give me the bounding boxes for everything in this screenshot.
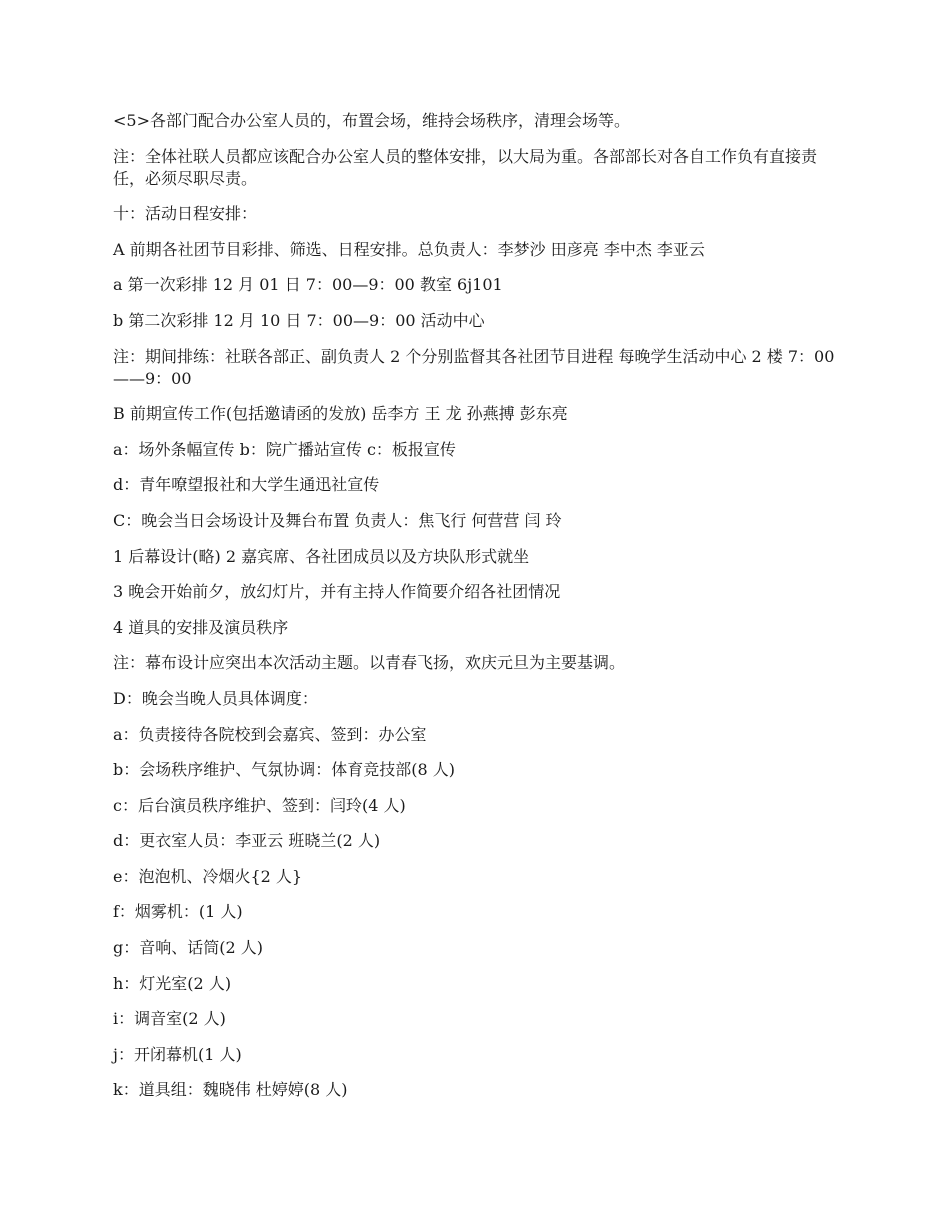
paragraph-2: 注：全体社联人员都应该配合办公室人员的整体安排，以大局为重。各部部长对各自工作负有直接责任，必须尽职尽责。 [113, 146, 818, 188]
paragraph-26: j：开闭幕机(1 人) [113, 1044, 242, 1064]
paragraph-8: B 前期宣传工作(包括邀请函的发放) 岳李方 王 龙 孙燕搏 彭东亮 [113, 404, 568, 424]
paragraph-23: g：音响、话筒(2 人) [113, 938, 263, 958]
document-body [113, 110, 843, 1115]
paragraph-27: k：道具组：魏晓伟 杜婷婷(8 人) [113, 1080, 348, 1100]
paragraph-1: <5>各部门配合办公室人员的，布置会场，维持会场秩序，清理会场等。 [113, 111, 630, 130]
paragraph-14: 4 道具的安排及演员秩序 [113, 617, 289, 637]
paragraph-12: 1 后幕设计(略) 2 嘉宾席、各社团成员以及方块队形式就坐 [113, 546, 530, 566]
paragraph-24: h：灯光室(2 人) [113, 973, 232, 993]
paragraph-7: 注：期间排练：社联各部正、副负责人 2 个分别监督其各社团节目进程 每晚学生活动中心 2 楼 7：00——9：00 [113, 346, 835, 388]
paragraph-16: D：晚会当晚人员具体调度： [113, 688, 318, 708]
paragraph-20: d：更衣室人员：李亚云 班晓兰(2 人) [113, 831, 381, 851]
paragraph-5: a 第一次彩排 12 月 01 日 7：00—9：00 教室 6j101 [113, 275, 503, 295]
paragraph-17: a：负责接待各院校到会嘉宾、签到：办公室 [113, 724, 427, 744]
paragraph-21: e：泡泡机、冷烟火{2 人} [113, 866, 303, 886]
paragraph-15: 注：幕布设计应突出本次活动主题。以青春飞扬，欢庆元旦为主要基调。 [113, 653, 626, 673]
paragraph-19: c：后台演员秩序维护、签到：闫玲(4 人) [113, 795, 406, 815]
paragraph-13: 3 晚会开始前夕，放幻灯片，并有主持人作简要介绍各社团情况 [113, 582, 561, 602]
paragraph-11: C：晚会当日会场设计及舞台布置 负责人：焦飞行 何营营 闫 玲 [113, 510, 562, 530]
paragraph-6: b 第二次彩排 12 月 10 日 7：00—9：00 活动中心 [113, 310, 485, 330]
paragraph-9: a：场外条幅宣传 b：院广播站宣传 c：板报宣传 [113, 439, 456, 459]
paragraph-25: i：调音室(2 人) [113, 1009, 226, 1029]
section-heading: 十：活动日程安排： [113, 204, 258, 224]
paragraph-10: d：青年嘹望报社和大学生通迅社宣传 [113, 475, 380, 495]
paragraph-22: f：烟雾机：(1 人) [113, 902, 243, 922]
paragraph-18: b：会场秩序维护、气氛协调：体育竞技部(8 人) [113, 760, 455, 780]
paragraph-4: A 前期各社团节目彩排、筛选、日程安排。总负责人：李梦沙 田彦亮 李中杰 李亚云 [113, 239, 705, 259]
